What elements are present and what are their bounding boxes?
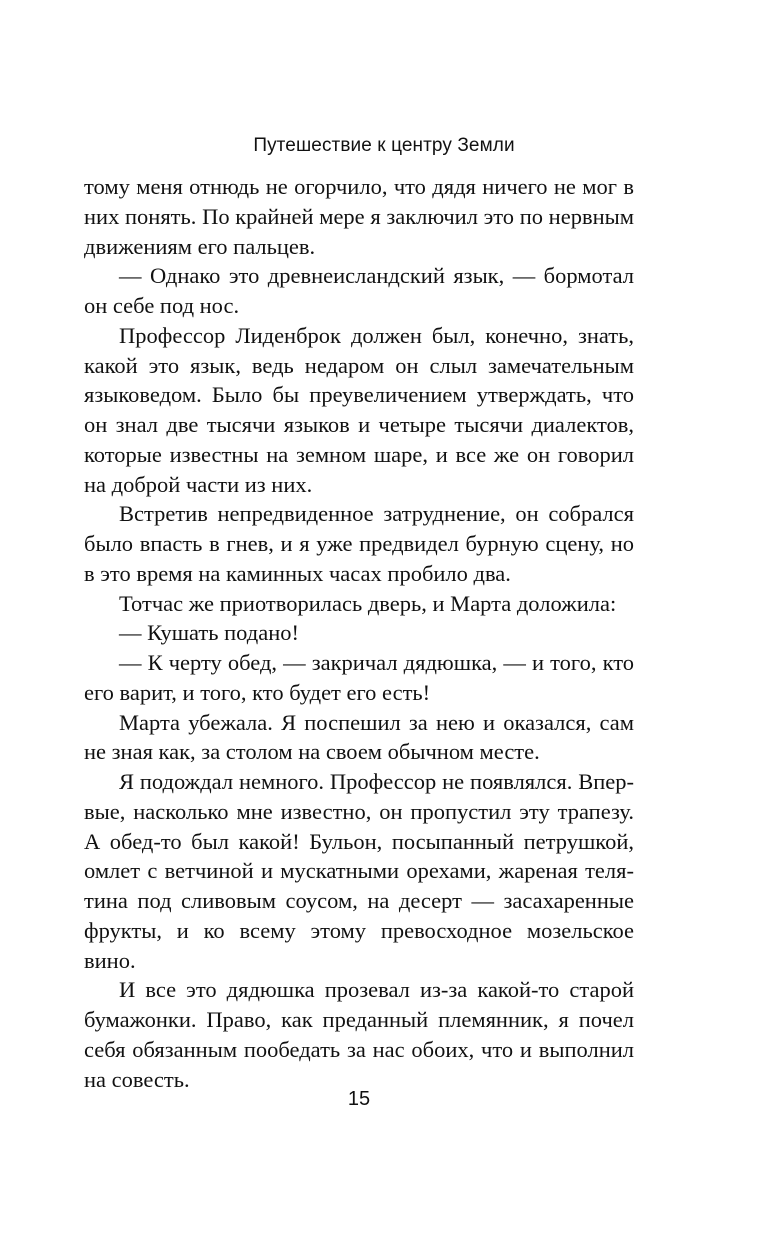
paragraph: Я подождал немного. Профессор не появлялся. Впервые, насколько мне известно, он пропустил эту трапезу. А обед-то был какой! Бульон, посыпанный петрушкой, омлет с ветчиной и мускатными орехами, жареная телятина под сливовым соусом, на десерт — засахаренные фрукты, и ко всему этому превосходное мозельское вино.	[84, 769, 634, 973]
paragraph: Профессор Лиденброк должен был, конечно, знать, какой это язык, ведь недаром он слыл замечательным языковедом. Было бы преувеличением утверждать, что он знал две тысячи языков и четыре тысячи диалектов, которые известны на земном шаре, и все же он говорил на доброй части из них.	[84, 322, 634, 497]
paragraph: Марта убежала. Я поспешил за нею и оказался, сам не зная как, за столом на своем обычном месте.	[84, 709, 634, 765]
page-number: 15	[347, 1088, 371, 1110]
paragraph: И все это дядюшка прозевал из-за какой-то старой бумажонки. Право, как преданный племянник, я почел себя обязанным пообедать за нас обоих, что и выполнил на совесть.	[84, 977, 634, 1092]
paragraph: — Однако это древнеисландский язык, — бормотал он себе под нос.	[84, 263, 634, 318]
paragraph: — Кушать подано!	[119, 620, 299, 646]
paragraph: Тотчас же приотворилась дверь, и Марта доложила:	[119, 590, 617, 616]
paragraph-continued: тому меня отнюдь не огорчило, что дядя ничего не мог в них понять. По крайней мере я заключил это по нервным движениям его пальцев.	[84, 174, 634, 259]
running-head-title: Путешествие к центру Земли	[253, 135, 515, 156]
body-text	[84, 172, 634, 1094]
paragraph: Встретив непредвиденное затруднение, он собрался было впасть в гнев, и я уже предвидел бурную сцену, но в это время на каминных часах пробило два.	[84, 501, 634, 586]
paragraph: — К черту обед, — закричал дядюшка, — и того, кто его варит, и того, кто будет его есть!	[84, 650, 634, 705]
